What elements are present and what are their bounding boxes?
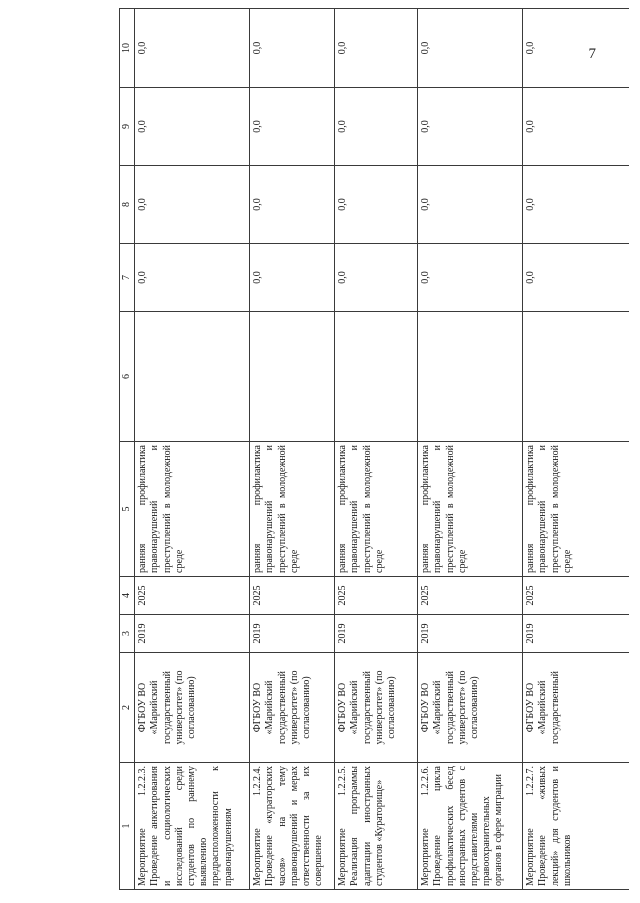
table-row: [335, 9, 418, 890]
indicator-cell: ранняя профилактика правонарушений и преступлений в молодежной среде: [523, 442, 630, 577]
col-header-8: 8: [120, 166, 135, 244]
col8-value: 0,0: [135, 166, 250, 244]
start-year-cell: 2019: [335, 615, 418, 653]
col-header-9: 9: [120, 88, 135, 166]
start-year-cell: 2019: [523, 615, 630, 653]
col10-value: 0,0: [523, 9, 630, 88]
table-row: [418, 9, 523, 890]
rotated-table-wrapper: [119, 9, 640, 890]
col7-value: 0,0: [335, 244, 418, 312]
program-measures-table: [119, 8, 629, 890]
col8-value: 0,0: [523, 166, 630, 244]
col10-value: 0,0: [418, 9, 523, 88]
start-year-cell: 2019: [418, 615, 523, 653]
start-year-cell: 2019: [135, 615, 250, 653]
col-header-1: 1: [120, 763, 135, 890]
col6-cell: [335, 312, 418, 442]
col7-value: 0,0: [135, 244, 250, 312]
col6-cell: [135, 312, 250, 442]
col10-value: 0,0: [250, 9, 335, 88]
end-year-cell: 2025: [523, 577, 630, 615]
col-header-6: 6: [120, 312, 135, 442]
indicator-cell: ранняя профилактика правонарушений и преступлений в молодежной среде: [418, 442, 523, 577]
col10-value: 0,0: [135, 9, 250, 88]
col6-cell: [250, 312, 335, 442]
col9-value: 0,0: [523, 88, 630, 166]
table-row: [250, 9, 335, 890]
measure-cell: Мероприятие 1.2.2.4. Проведение «кураторских часов» на тему правонарушений и мерах ответственности за их совершение: [250, 763, 335, 890]
measure-cell: Мероприятие 1.2.2.5. Реализация программы адаптации иностранных студентов «Кураторище»: [335, 763, 418, 890]
col10-value: 0,0: [335, 9, 418, 88]
measure-cell: Мероприятие 1.2.2.3. Проведение анкетирования и социологических исследований среди студентов по раннему выявлению предрасположенности к правонарушениям: [135, 763, 250, 890]
col9-value: 0,0: [250, 88, 335, 166]
executor-cell: ФГБОУ ВО «Марийский государственный университет» (по согласованию): [335, 653, 418, 763]
col-header-2: 2: [120, 653, 135, 763]
col-header-10: 10: [120, 9, 135, 88]
indicator-cell: ранняя профилактика правонарушений и преступлений в молодежной среде: [335, 442, 418, 577]
col6-cell: [523, 312, 630, 442]
indicator-cell: ранняя профилактика правонарушений и преступлений в молодежной среде: [135, 442, 250, 577]
executor-cell: ФГБОУ ВО «Марийский государственный университет» (по согласованию): [250, 653, 335, 763]
col-header-4: 4: [120, 577, 135, 615]
col6-cell: [418, 312, 523, 442]
col8-value: 0,0: [250, 166, 335, 244]
executor-cell: ФГБОУ ВО «Марийский государственный: [523, 653, 630, 763]
col-header-7: 7: [120, 244, 135, 312]
col7-value: 0,0: [418, 244, 523, 312]
measure-cell: Мероприятие 1.2.2.6. Проведение цикла профилактических бесед иностранных студентов с представителями правоохранительных органов в сфере миграции: [418, 763, 523, 890]
header-row: [120, 9, 135, 890]
col8-value: 0,0: [335, 166, 418, 244]
start-year-cell: 2019: [250, 615, 335, 653]
table-row: [523, 9, 630, 890]
end-year-cell: 2025: [250, 577, 335, 615]
page-number: 7: [588, 46, 596, 62]
col-header-5: 5: [120, 442, 135, 577]
executor-cell: ФГБОУ ВО «Марийский государственный университет» (по согласованию): [418, 653, 523, 763]
col9-value: 0,0: [135, 88, 250, 166]
end-year-cell: 2025: [135, 577, 250, 615]
col8-value: 0,0: [418, 166, 523, 244]
executor-cell: ФГБОУ ВО «Марийский государственный университет» (по согласованию): [135, 653, 250, 763]
col7-value: 0,0: [523, 244, 630, 312]
end-year-cell: 2025: [418, 577, 523, 615]
col9-value: 0,0: [418, 88, 523, 166]
col-header-3: 3: [120, 615, 135, 653]
measure-cell: Мероприятие 1.2.2.7. Проведение «живых лекций» для студентов и школьников: [523, 763, 630, 890]
col9-value: 0,0: [335, 88, 418, 166]
col7-value: 0,0: [250, 244, 335, 312]
indicator-cell: ранняя профилактика правонарушений и преступлений в молодежной среде: [250, 442, 335, 577]
table-row: [135, 9, 250, 890]
end-year-cell: 2025: [335, 577, 418, 615]
